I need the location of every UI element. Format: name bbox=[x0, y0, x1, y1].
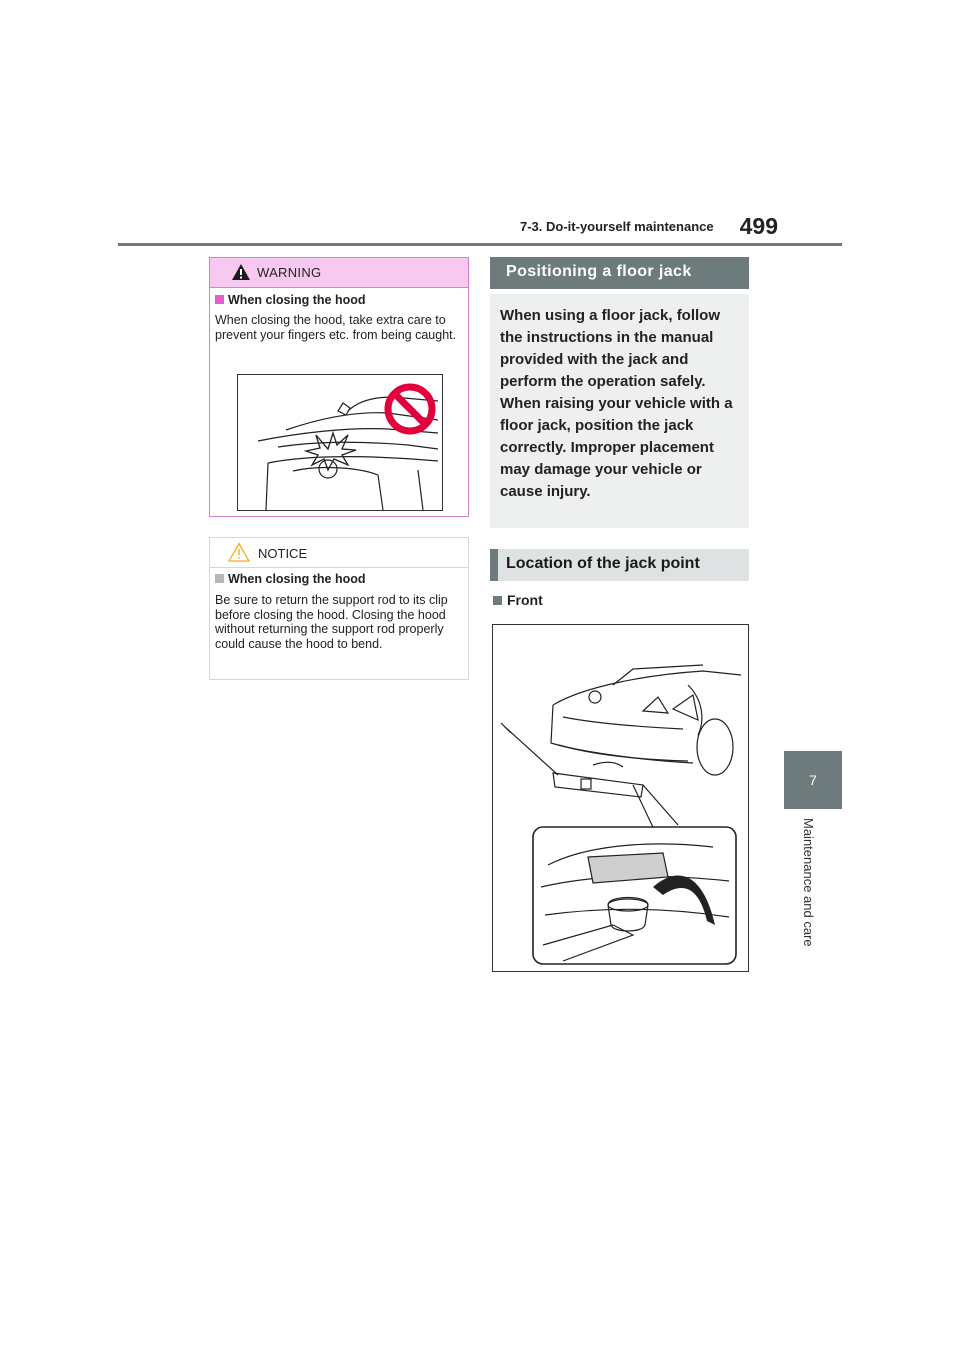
warning-label: WARNING bbox=[257, 265, 322, 280]
floor-jack-text: When using a floor jack, follow the instructions in the manual provided with the jack and perform the operation safely. When raising your vehicle with a floor jack, position the jack correctly. Improper placement may damage your vehicle or cause injury. bbox=[500, 307, 733, 500]
page-number: 499 bbox=[739, 213, 778, 239]
prohibition-icon bbox=[388, 387, 432, 431]
chapter-label: Maintenance and care bbox=[801, 818, 816, 947]
warning-box bbox=[209, 257, 469, 517]
hood-closing-figure bbox=[237, 374, 443, 511]
notice-heading: When closing the hood bbox=[215, 572, 366, 586]
header-rule bbox=[118, 243, 842, 246]
jack-point-illustration bbox=[493, 625, 748, 971]
warning-text: When closing the hood, take extra care to prevent your fingers etc. from being caught. bbox=[215, 313, 457, 342]
square-bullet-icon bbox=[215, 574, 224, 583]
notice-box bbox=[209, 537, 469, 680]
jack-point-heading: Location of the jack point bbox=[490, 549, 749, 581]
caution-triangle-icon bbox=[228, 542, 250, 562]
warning-triangle-icon bbox=[231, 263, 251, 281]
section-title: 7-3. Do-it-yourself maintenance bbox=[520, 219, 714, 234]
notice-label: NOTICE bbox=[258, 546, 308, 561]
warning-header bbox=[210, 258, 468, 288]
warning-heading: When closing the hood bbox=[215, 293, 366, 307]
front-label: Front bbox=[493, 592, 543, 608]
notice-text: Be sure to return the support rod to its clip before closing the hood. Closing the hood without returning the support rod properly could cause the hood to bend. bbox=[215, 593, 448, 651]
hood-closing-illustration bbox=[238, 375, 442, 510]
square-bullet-icon bbox=[493, 596, 502, 605]
notice-header bbox=[210, 538, 468, 568]
square-bullet-icon bbox=[215, 295, 224, 304]
jack-point-figure bbox=[492, 624, 749, 972]
floor-jack-intro-box bbox=[490, 294, 749, 528]
floor-jack-heading: Positioning a floor jack bbox=[490, 257, 749, 289]
chapter-tab[interactable]: 7 bbox=[784, 751, 842, 809]
